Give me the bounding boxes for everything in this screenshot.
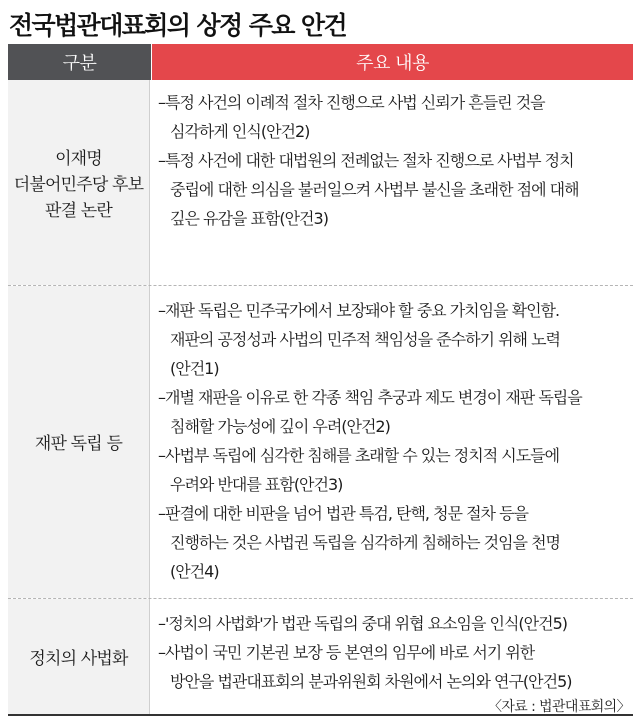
header-category: 구분	[8, 44, 151, 80]
list-item-text: –사법이 국민 기본권 보장 등 본연의 임무에 바로 서기 위한 방안을 법관대표회의 분과위원회 차원에서 논의와 연구(안건5)	[158, 643, 572, 691]
list-item	[158, 383, 633, 441]
row-category	[8, 286, 150, 598]
list-item	[158, 609, 633, 638]
list-item-text: –'정치의 사법화'가 법관 독립의 중대 위협 요소임을 인식(안건5)	[158, 614, 568, 633]
list-item	[158, 146, 633, 233]
list-item-text: –재판 독립은 민주국가에서 보장돼야 할 중요 가치임을 확인함. 재판의 공정성과 사법의 민주적 책임성을 준수하기 위해 노력 (안건1)	[158, 301, 561, 378]
source-note: 〈자료 : 법관대표회의〉	[487, 699, 630, 715]
list-item-text: –특정 사건에 대한 대법원의 전례없는 절차 진행으로 사법부 정치 중립에 대한 의심을 불러일으켜 사법부 불신을 초래한 점에 대해 깊은 유감을 표함(안건3)	[158, 151, 579, 228]
row-category-text: 재판 독립 등	[34, 434, 123, 454]
list-item-text: –사법부 독립에 심각한 침해를 초래할 수 있는 정치적 시도들에 우려와 반대를 표함(안건3)	[158, 446, 560, 494]
list-item	[158, 499, 633, 586]
list-item	[158, 88, 633, 146]
row-content	[150, 80, 633, 285]
header-content: 주요 내용	[152, 44, 633, 80]
row-content	[150, 286, 633, 598]
row-category	[8, 80, 150, 285]
agenda-table	[8, 44, 633, 716]
list-item-text: –특정 사건의 이례적 절차 진행으로 사법 신뢰가 흔들린 것을 심각하게 인식(안건2)	[158, 93, 545, 141]
table-row	[8, 80, 633, 286]
row-category-text: 정치의 사법화	[29, 648, 128, 669]
list-item	[158, 441, 633, 499]
list-item	[158, 296, 633, 383]
list-item-text: –판결에 대한 비판을 넘어 법관 특검, 탄핵, 청문 절차 등을 진행하는 것은 사법권 독립을 심각하게 침해하는 것임을 천명 (안건4)	[158, 504, 561, 581]
list-item-text: –개별 재판을 이유로 한 각종 책임 추궁과 제도 변경이 재판 독립을 침해할 가능성에 깊이 우려(안건2)	[158, 388, 582, 436]
row-category-text: 이재명 더불어민주당 후보 판결 논란	[13, 148, 144, 221]
table-header	[8, 44, 633, 80]
row-category	[8, 599, 150, 714]
list-item	[158, 638, 633, 696]
page-title: 전국법관대표회의 상정 주요 안건	[9, 11, 347, 40]
table-row	[8, 286, 633, 599]
